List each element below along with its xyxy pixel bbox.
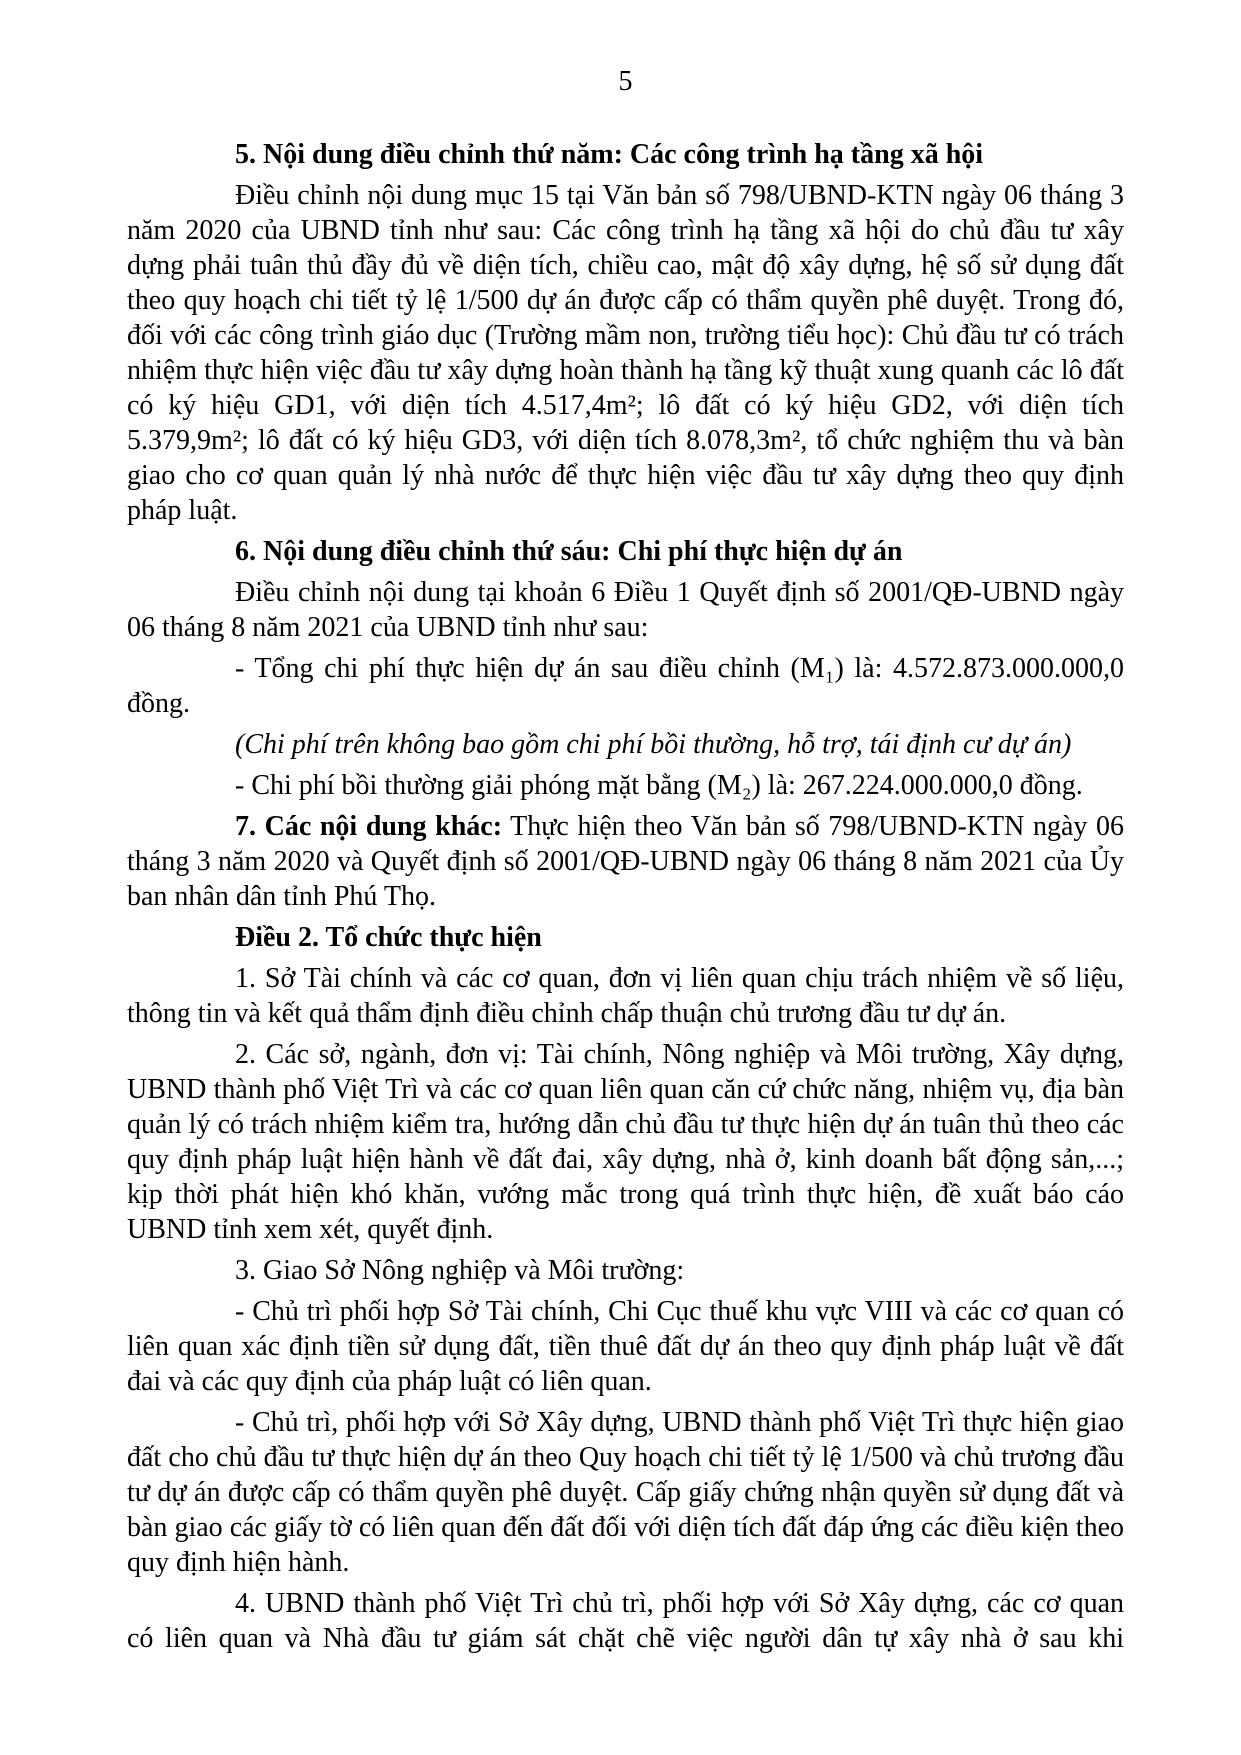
section-6-cost-note: (Chi phí trên không bao gồm chi phí bồi thường, hỗ trợ, tái định cư dự án): [235, 729, 1072, 760]
article-2-item-2: 2. Các sở, ngành, đơn vị: Tài chính, Nông nghiệp và Môi trường, Xây dựng, UBND thành phố Việt Trì và các cơ quan liên quan căn cứ chức năng, nhiệm vụ, địa bàn quản lý có trách nhiệm kiểm tra, hướng dẫn chủ đầu tư thực hiện dự án tuân thủ theo các quy định pháp luật hiện hành về đất đai, xây dựng, nhà ở, kinh doanh bất động sản,...; kịp thời phát hiện khó khăn, vướng mắc trong quá trình thực hiện, đề xuất báo cáo UBND tỉnh xem xét, quyết định.: [127, 1039, 1124, 1245]
section-5-heading: 5. Nội dung điều chỉnh thứ năm: Các công trình hạ tầng xã hội: [235, 139, 984, 170]
section-7-body: Thực hiện theo Văn bản số 798/UBND-KTN ngày 06 tháng 3 năm 2020 và Quyết định số 2001/QĐ-UBND ngày 06 tháng 8 năm 2021 của Ủy ban nhân dân tỉnh Phú Thọ.: [127, 811, 1124, 912]
section-7-label: 7. Các nội dung khác:: [235, 811, 503, 842]
article-2-item-4: 4. UBND thành phố Việt Trì chủ trì, phối hợp với Sở Xây dựng, các cơ quan có liên quan và Nhà đầu tư giám sát chặt chẽ việc người dân tự xây nhà ở sau khi: [127, 1588, 1124, 1654]
section-6-intro: Điều chỉnh nội dung tại khoản 6 Điều 1 Quyết định số 2001/QĐ-UBND ngày 06 tháng 8 năm 2021 của UBND tỉnh như sau:: [127, 577, 1124, 643]
article-2-heading: Điều 2. Tổ chức thực hiện: [235, 922, 542, 953]
section-6-compensation-cost: - Chi phí bồi thường giải phóng mặt bằng (M₂) là: 267.224.000.000,0 đồng.: [235, 770, 1083, 801]
article-2-item-3-dash-2: - Chủ trì, phối hợp với Sở Xây dựng, UBND thành phố Việt Trì thực hiện giao đất cho chủ đầu tư thực hiện dự án theo Quy hoạch chi tiết tỷ lệ 1/500 và chủ trương đầu tư dự án được cấp có thẩm quyền phê duyệt. Cấp giấy chứng nhận quyền sử dụng đất và bàn giao các giấy tờ có liên quan đến đất đối với diện tích đất đáp ứng các điều kiện theo quy định hiện hành.: [127, 1407, 1124, 1578]
article-2-item-3-dash-1: - Chủ trì phối hợp Sở Tài chính, Chi Cục thuế khu vực VIII và các cơ quan có liên quan xác định tiền sử dụng đất, tiền thuê đất dự án theo quy định pháp luật về đất đai và các quy định của pháp luật có liên quan.: [127, 1296, 1124, 1397]
section-6-total-cost: - Tổng chi phí thực hiện dự án sau điều chỉnh (M₁) là: 4.572.873.000.000,0 đồng.: [127, 653, 1124, 719]
section-6-heading: 6. Nội dung điều chỉnh thứ sáu: Chi phí thực hiện dự án: [235, 536, 903, 567]
article-2-item-1: 1. Sở Tài chính và các cơ quan, đơn vị liên quan chịu trách nhiệm về số liệu, thông tin và kết quả thẩm định điều chỉnh chấp thuận chủ trương đầu tư dự án.: [127, 963, 1124, 1029]
section-7-paragraph: [127, 809, 1124, 914]
article-2-item-3: 3. Giao Sở Nông nghiệp và Môi trường:: [235, 1255, 685, 1286]
page-number: 5: [618, 66, 633, 97]
section-5-paragraph: Điều chỉnh nội dung mục 15 tại Văn bản số 798/UBND-KTN ngày 06 tháng 3 năm 2020 của UBND tỉnh như sau: Các công trình hạ tầng xã hội do chủ đầu tư xây dựng phải tuân thủ đầy đủ về diện tích, chiều cao, mật độ xây dựng, hệ số sử dụng đất theo quy hoạch chi tiết tỷ lệ 1/500 dự án được cấp có thẩm quyền phê duyệt. Trong đó, đối với các công trình giáo dục (Trường mầm non, trường tiểu học): Chủ đầu tư có trách nhiệm thực hiện việc đầu tư xây dựng hoàn thành hạ tầng kỹ thuật xung quanh các lô đất có ký hiệu GD1, với diện tích 4.517,4m²; lô đất có ký hiệu GD2, với diện tích 5.379,9m²; lô đất có ký hiệu GD3, với diện tích 8.078,3m², tổ chức nghiệm thu và bàn giao cho cơ quan quản lý nhà nước để thực hiện việc đầu tư xây dựng theo quy định pháp luật.: [127, 180, 1124, 526]
